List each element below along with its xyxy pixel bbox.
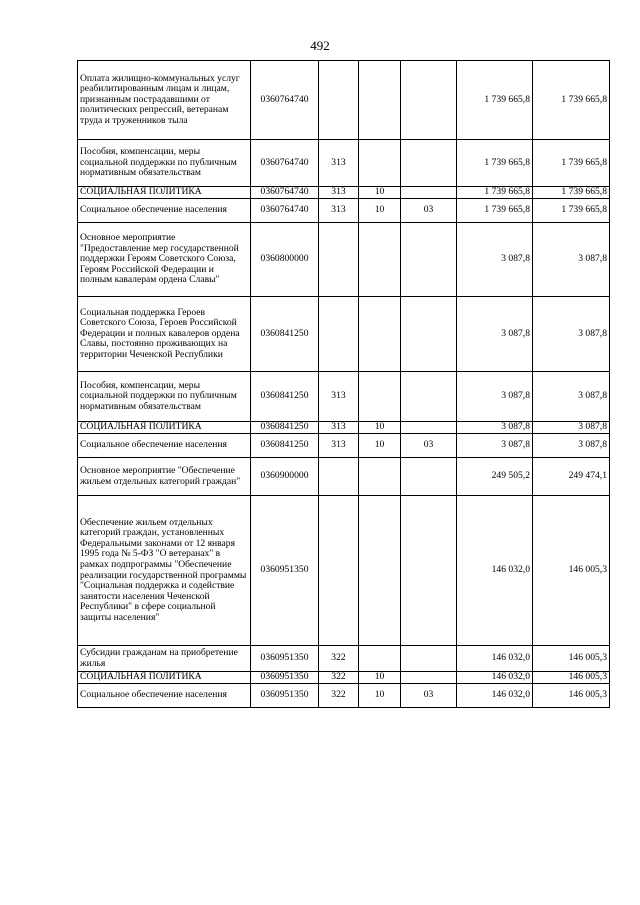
table-row: [78, 297, 610, 372]
amount-cell: 3 087,8: [457, 434, 533, 458]
table-row: [78, 646, 610, 672]
amount-cell: 3 087,8: [533, 223, 610, 297]
target-code-cell: 0360900000: [251, 458, 319, 496]
amount-cell: 3 087,8: [457, 422, 533, 434]
amount-cell: 249 474,1: [533, 458, 610, 496]
subsection-cell: [401, 61, 457, 140]
expense-type-cell: 322: [319, 672, 359, 684]
amount-cell: 146 005,3: [533, 646, 610, 672]
amount-cell: 146 005,3: [533, 496, 610, 646]
table-row: [78, 61, 610, 140]
table-row: [78, 496, 610, 646]
subsection-cell: [401, 646, 457, 672]
amount-cell: 3 087,8: [533, 372, 610, 422]
table-row: [78, 434, 610, 458]
target-code-cell: 0360951350: [251, 672, 319, 684]
section-cell: [359, 646, 401, 672]
section-cell: [359, 496, 401, 646]
target-code-cell: 0360764740: [251, 140, 319, 187]
table-row: [78, 223, 610, 297]
target-code-cell: 0360841250: [251, 434, 319, 458]
amount-cell: 3 087,8: [457, 297, 533, 372]
amount-cell: 1 739 665,8: [533, 187, 610, 199]
amount-cell: 249 505,2: [457, 458, 533, 496]
table-row: [78, 684, 610, 708]
subsection-cell: [401, 458, 457, 496]
amount-cell: 3 087,8: [457, 223, 533, 297]
expense-type-cell: [319, 223, 359, 297]
amount-cell: 3 087,8: [533, 297, 610, 372]
subsection-cell: [401, 672, 457, 684]
subsection-cell: 03: [401, 434, 457, 458]
subsection-cell: 03: [401, 684, 457, 708]
amount-cell: 3 087,8: [533, 422, 610, 434]
section-cell: 10: [359, 422, 401, 434]
table-row: [78, 199, 610, 223]
row-name-cell: Основное мероприятие "Предоставление мер государственной поддержки Героям Советского Союза, Героям Российской Федерации и полным кавалерам ордена Славы": [78, 223, 251, 297]
expense-type-cell: [319, 496, 359, 646]
target-code-cell: 0360841250: [251, 372, 319, 422]
amount-cell: 1 739 665,8: [533, 140, 610, 187]
row-name-cell: Оплата жилищно-коммунальных услуг реабилитированным лицам и лицам, признанным пострадавшими от политических репрессий, ветеранам труда и труженников тыла: [78, 61, 251, 140]
table-row: [78, 372, 610, 422]
expense-type-cell: 313: [319, 199, 359, 223]
expense-type-cell: [319, 61, 359, 140]
row-name-cell: Социальное обеспечение населения: [78, 199, 251, 223]
row-name-cell: Субсидии гражданам на приобретение жилья: [78, 646, 251, 672]
amount-cell: 146 005,3: [533, 672, 610, 684]
row-name-cell: СОЦИАЛЬНАЯ ПОЛИТИКА: [78, 422, 251, 434]
target-code-cell: 0360764740: [251, 187, 319, 199]
table-row: [78, 458, 610, 496]
row-name-cell: Социальное обеспечение населения: [78, 434, 251, 458]
section-cell: [359, 61, 401, 140]
amount-cell: 146 032,0: [457, 684, 533, 708]
subsection-cell: 03: [401, 199, 457, 223]
row-name-cell: Основное мероприятие "Обеспечение жильем отдельных категорий граждан": [78, 458, 251, 496]
section-cell: 10: [359, 672, 401, 684]
row-name-cell: Социальное обеспечение населения: [78, 684, 251, 708]
amount-cell: 1 739 665,8: [457, 61, 533, 140]
section-cell: 10: [359, 434, 401, 458]
subsection-cell: [401, 223, 457, 297]
page-number: 492: [310, 38, 330, 53]
section-cell: [359, 223, 401, 297]
subsection-cell: [401, 422, 457, 434]
budget-table: [77, 60, 610, 708]
table-row: [78, 140, 610, 187]
target-code-cell: 0360841250: [251, 297, 319, 372]
subsection-cell: [401, 187, 457, 199]
table-row: [78, 672, 610, 684]
amount-cell: 146 032,0: [457, 646, 533, 672]
section-cell: 10: [359, 199, 401, 223]
amount-cell: 146 032,0: [457, 672, 533, 684]
amount-cell: 146 032,0: [457, 496, 533, 646]
target-code-cell: 0360951350: [251, 646, 319, 672]
section-cell: [359, 297, 401, 372]
amount-cell: 146 005,3: [533, 684, 610, 708]
subsection-cell: [401, 372, 457, 422]
expense-type-cell: [319, 297, 359, 372]
amount-cell: 1 739 665,8: [457, 187, 533, 199]
table-row: [78, 422, 610, 434]
expense-type-cell: 313: [319, 422, 359, 434]
target-code-cell: 0360951350: [251, 684, 319, 708]
target-code-cell: 0360841250: [251, 422, 319, 434]
expense-type-cell: 322: [319, 646, 359, 672]
expense-type-cell: 313: [319, 434, 359, 458]
row-name-cell: Обеспечение жильем отдельных категорий граждан, установленных Федеральными законами от 12 января 1995 года № 5-ФЗ "О ветеранах" в рамках подпрограммы "Обеспечение реализации государственной программы "Социальная поддержка и содействие занятости населения Чеченской Республики" в сфере социальной защиты населения": [78, 496, 251, 646]
expense-type-cell: 313: [319, 140, 359, 187]
subsection-cell: [401, 496, 457, 646]
section-cell: [359, 372, 401, 422]
section-cell: [359, 140, 401, 187]
target-code-cell: 0360764740: [251, 61, 319, 140]
row-name-cell: Пособия, компенсации, меры социальной поддержки по публичным нормативным обязательствам: [78, 140, 251, 187]
amount-cell: 1 739 665,8: [457, 199, 533, 223]
expense-type-cell: 322: [319, 684, 359, 708]
subsection-cell: [401, 140, 457, 187]
expense-type-cell: 313: [319, 187, 359, 199]
row-name-cell: Социальная поддержка Героев Советского Союза, Героев Российской Федерации и полных кавалеров ордена Славы, постоянно проживающих на территории Чеченской Республики: [78, 297, 251, 372]
table-row: [78, 187, 610, 199]
subsection-cell: [401, 297, 457, 372]
amount-cell: 1 739 665,8: [533, 199, 610, 223]
row-name-cell: СОЦИАЛЬНАЯ ПОЛИТИКА: [78, 187, 251, 199]
row-name-cell: Пособия, компенсации, меры социальной поддержки по публичным нормативным обязательствам: [78, 372, 251, 422]
amount-cell: 1 739 665,8: [457, 140, 533, 187]
section-cell: [359, 458, 401, 496]
target-code-cell: 0360800000: [251, 223, 319, 297]
expense-type-cell: [319, 458, 359, 496]
amount-cell: 3 087,8: [533, 434, 610, 458]
row-name-cell: СОЦИАЛЬНАЯ ПОЛИТИКА: [78, 672, 251, 684]
target-code-cell: 0360764740: [251, 199, 319, 223]
amount-cell: 3 087,8: [457, 372, 533, 422]
expense-type-cell: 313: [319, 372, 359, 422]
section-cell: 10: [359, 684, 401, 708]
amount-cell: 1 739 665,8: [533, 61, 610, 140]
target-code-cell: 0360951350: [251, 496, 319, 646]
section-cell: 10: [359, 187, 401, 199]
